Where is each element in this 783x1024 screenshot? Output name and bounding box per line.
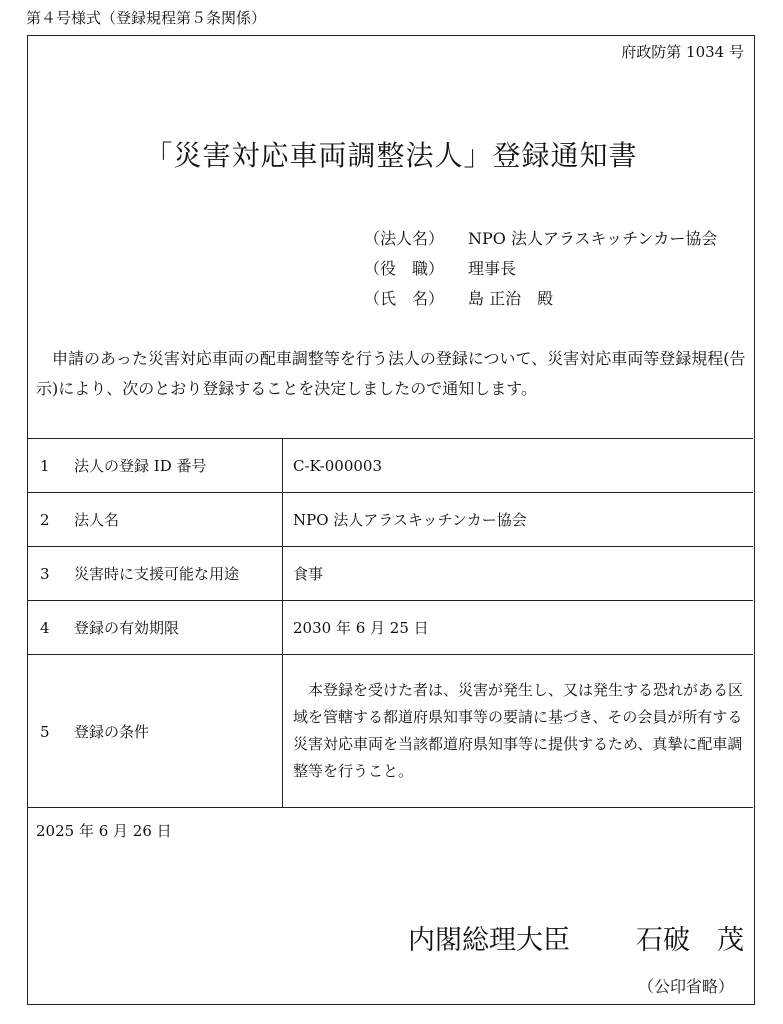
addressee-position-row	[364, 254, 717, 284]
seal-omitted-note: （公印省略）	[637, 977, 734, 996]
row-number: 1	[40, 457, 50, 475]
addressee-corporation-label: （法人名）	[364, 229, 445, 248]
document-frame	[27, 35, 755, 1005]
addressee-name-row	[364, 284, 717, 314]
row-label: 登録の有効期限	[74, 619, 180, 637]
document-title: 「災害対応車両調整法人」登録通知書	[144, 139, 638, 172]
row-label: 法人の登録 ID 番号	[74, 457, 207, 475]
notice-body-text: 申請のあった災害対応車両の配車調整等を行う法人の登録について、災害対応車両等登録規程(告示)により、次のとおり登録することを決定しましたので通知します。	[36, 349, 746, 398]
addressee-position-label: （役 職）	[364, 259, 445, 278]
table-value-cell: 2030 年 6 月 25 日	[283, 601, 754, 655]
table-row	[28, 655, 753, 808]
table-row	[28, 547, 753, 601]
table-key-cell	[28, 547, 283, 601]
form-number-label: 第４号様式（登録規程第５条関係）	[26, 9, 267, 27]
table-row	[28, 439, 753, 493]
table-value-cell: NPO 法人アラスキッチンカー協会	[283, 493, 754, 547]
table-row	[28, 601, 753, 655]
table-value-cell: 食事	[283, 547, 754, 601]
row-number: 2	[40, 511, 50, 529]
issue-date: 2025 年 6 月 26 日	[36, 822, 172, 840]
table-key-cell	[28, 601, 283, 655]
addressee-name-label: （氏 名）	[364, 289, 445, 308]
addressee-corporation-row	[364, 224, 717, 254]
document-number: 府政防第 1034 号	[621, 43, 744, 61]
addressee-block	[364, 224, 717, 314]
table-key-cell	[28, 655, 283, 808]
row-number: 5	[40, 722, 50, 741]
row-label: 法人名	[74, 511, 120, 529]
signer-title: 内閣総理大臣	[408, 925, 570, 956]
table-row	[28, 493, 753, 547]
addressee-corporation-value: NPO 法人アラスキッチンカー協会	[468, 229, 718, 248]
row-label: 登録の条件	[74, 722, 150, 741]
table-value-cell: C-K-000003	[283, 439, 754, 493]
addressee-position-value: 理事長	[468, 259, 517, 278]
table-key-cell	[28, 493, 283, 547]
signer-name: 石破 茂	[636, 925, 744, 956]
row-number: 4	[40, 619, 50, 637]
registration-details-table	[28, 438, 753, 808]
row-label: 災害時に支援可能な用途	[74, 565, 240, 583]
addressee-name-value: 島 正治 殿	[468, 289, 554, 308]
signer-block	[408, 921, 744, 961]
table-key-cell	[28, 439, 283, 493]
row-number: 3	[40, 565, 50, 583]
table-value-cell: 本登録を受けた者は、災害が発生し、又は発生する恐れがある区域を管轄する都道府県知事等の要請に基づき、その会員が所有する災害対応車両を当該都道府県知事等に提供するため、真摯に配車調整等を行うこと。	[283, 655, 754, 808]
